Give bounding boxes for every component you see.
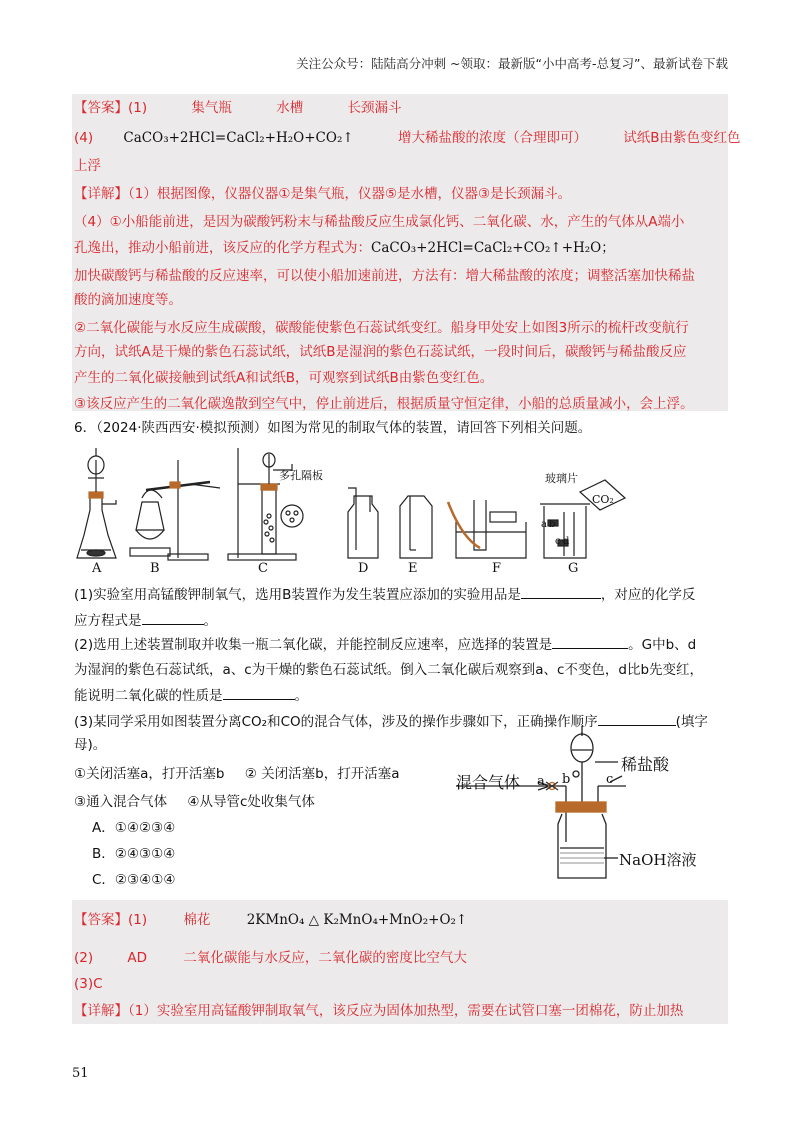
answer2-line-1 [74,910,467,930]
label-glass-plate: 玻璃片 [545,472,578,485]
answer-blank[interactable] [552,634,628,649]
apparatus-a [77,448,116,558]
detail-line: 产生的二氧化碳接触到试纸A和试纸B，可观察到试纸B由紫色变红色。 [74,370,494,386]
figure-label-g: G [568,561,579,576]
apparatus-c [228,448,303,560]
question-part-1b [74,610,217,631]
figure-label-e: E [408,561,418,576]
question-text: 应方程式是 [74,613,142,629]
answer-blank[interactable] [142,610,204,625]
figure-label-b: B [150,561,160,576]
detail-line: 加快碳酸钙与稀盐酸的反应速率，可以使小船加速前进，方法有：增大稀盐酸的浓度；调整活塞加快稀盐 [74,268,695,284]
apparatus-d [348,488,378,558]
figure-label-f: F [492,561,502,576]
detail-line: 方向，试纸A是干燥的紫色石蕊试纸，试纸B是湿润的紫色石蕊试纸，一段时间后，碳酸钙与稀盐酸反应 [74,344,687,360]
question-text: 。 [294,688,308,704]
figure-label-d: D [358,561,369,576]
apparatus-f [448,500,526,558]
answer-item: 水槽 [276,100,304,116]
label-valve-a: a [537,774,545,789]
question-text: (2)选用上述装置制取并收集一瓶二氧化碳，并能控制反应速率，应选择的装置是 [74,637,553,653]
answer-blank[interactable] [223,685,295,700]
question-text: (填字 [675,714,708,730]
detail-line: 【详解】（1）根据图像，仪器仪器①是集气瓶，仪器⑤是水槽，仪器③是长颈漏斗。 [74,186,572,202]
question-text: (3)某同学采用如图装置分离CO₂和CO的混合气体，涉及的操作步骤如下，正确操作顺序 [74,714,598,730]
apparatus-e [400,496,432,558]
figure-label-a: A [92,561,102,576]
chemical-equation: CaCO₃+2HCl=CaCl₂+H₂O+CO₂↑ [123,130,354,146]
apparatus-b [130,460,220,560]
detail-line [74,238,615,258]
question-text: 。G中b、d [628,637,697,653]
answer-line-3: 上浮 [74,158,101,174]
label-tube-c: c [606,772,614,787]
label-co2: CO₂ [592,493,614,506]
answer-line-1 [74,98,402,118]
detail-line: ③该反应产生的二氧化碳逸散到空气中，停止前进后，根据质量守恒定律，小船的总质量减小，会上浮。 [74,396,694,412]
answer2-detail: 【详解】（1）实验室用高锰酸钾制取氧气，该反应为固体加热型，需要在试管口塞一团棉花，防止加热 [74,1003,684,1019]
detail-text: 孔逸出，推动小船前进，该反应的化学方程式为： [74,240,371,256]
label-c: c [555,536,561,547]
answer-number: (2) [74,950,94,966]
question-text: ，对应的化学反 [600,587,696,603]
label-a: a [541,519,547,530]
chemical-equation: 2KMnO₄ △ K₂MnO₄+MnO₂+O₂↑ [246,912,468,928]
answer-line-2 [74,128,741,148]
figure-label-c: C [258,561,268,576]
label-valve-b: b [562,772,571,787]
apparatus-figure [70,440,630,580]
answer2-line-2 [74,948,467,968]
chemical-equation: CaCO₃+2HCl=CaCl₂+CO₂↑+H₂O； [371,240,615,256]
answer-tag: 【答案】(1) [74,912,148,928]
answer-item: 长颈漏斗 [347,100,402,116]
question-part-3b: 母)。 [74,737,107,753]
question-part-2c [74,685,308,706]
label-d: d [563,536,570,547]
detail-line: 酸的滴加速度等。 [74,292,182,308]
label-naoh-solution: NaOH溶液 [619,851,697,869]
option-c[interactable]: C．②③④①④ [92,872,176,888]
step-text: ①关闭活塞a，打开活塞b [74,766,225,782]
label-porous-plate: 多孔隔板 [279,469,323,482]
question-text: (1)实验室用高锰酸钾制氧气，选用B装置作为发生装置应添加的实验用品是 [74,587,521,603]
answer2-line-3: (3)C [74,976,103,992]
steps-line-1 [74,764,400,784]
question-text: 。 [203,613,217,629]
label-mixed-gas: 混合气体 [456,773,521,792]
answer-item: 增大稀盐酸的浓度（合理即可） [397,130,587,146]
option-b[interactable]: B．②④③①④ [92,846,176,862]
answer-tag: 【答案】(1) [74,100,148,116]
step-text: ④从导管c处收集气体 [187,794,315,810]
question-part-2 [74,634,696,655]
page-number: 51 [72,1066,89,1081]
question-part-1 [74,584,695,605]
label-hydrochloric-acid: 稀盐酸 [621,755,670,774]
answer-item: 棉花 [183,912,211,928]
page-header: 关注公众号：陆陆高分冲刺 ~领取：最新版“小中高考-总复习”、最新试卷下载 [296,56,728,71]
answer-item: 集气瓶 [191,100,232,116]
answer-item: 二氧化碳能与水反应，二氧化碳的密度比空气大 [183,950,467,966]
steps-line-2 [74,792,315,812]
step-text: ③通入混合气体 [74,794,168,810]
option-a[interactable]: A．①④②③④ [92,820,176,836]
answer-blank[interactable] [521,584,601,599]
question-part-2b: 为湿润的紫色石蕊试纸，a、c为干燥的紫色石蕊试纸。倒入二氧化碳后观察到a、c不变色，d比b先变红， [74,662,704,678]
question-text: 能说明二氧化碳的性质是 [74,688,223,704]
answer-number: (4) [74,130,94,146]
step-text: ② 关闭活塞b，打开活塞a [244,766,400,782]
answer-item: 试纸B由紫色变红色 [623,130,741,146]
question-title: 6．（2024·陕西西安·模拟预测）如图为常见的制取气体的装置，请回答下列相关问题。 [74,420,592,436]
answer-item: AD [127,950,148,966]
label-b: b [549,519,556,530]
detail-line: ②二氧化碳能与水反应生成碳酸，碳酸能使紫色石蕊试纸变红。船身甲处安上如图3所示的梳杆改变航行 [74,320,689,336]
detail-line: （4）①小船能前进，是因为碳酸钙粉末与稀盐酸反应生成氯化钙、二氧化碳、水，产生的气体从A端小 [74,214,685,230]
